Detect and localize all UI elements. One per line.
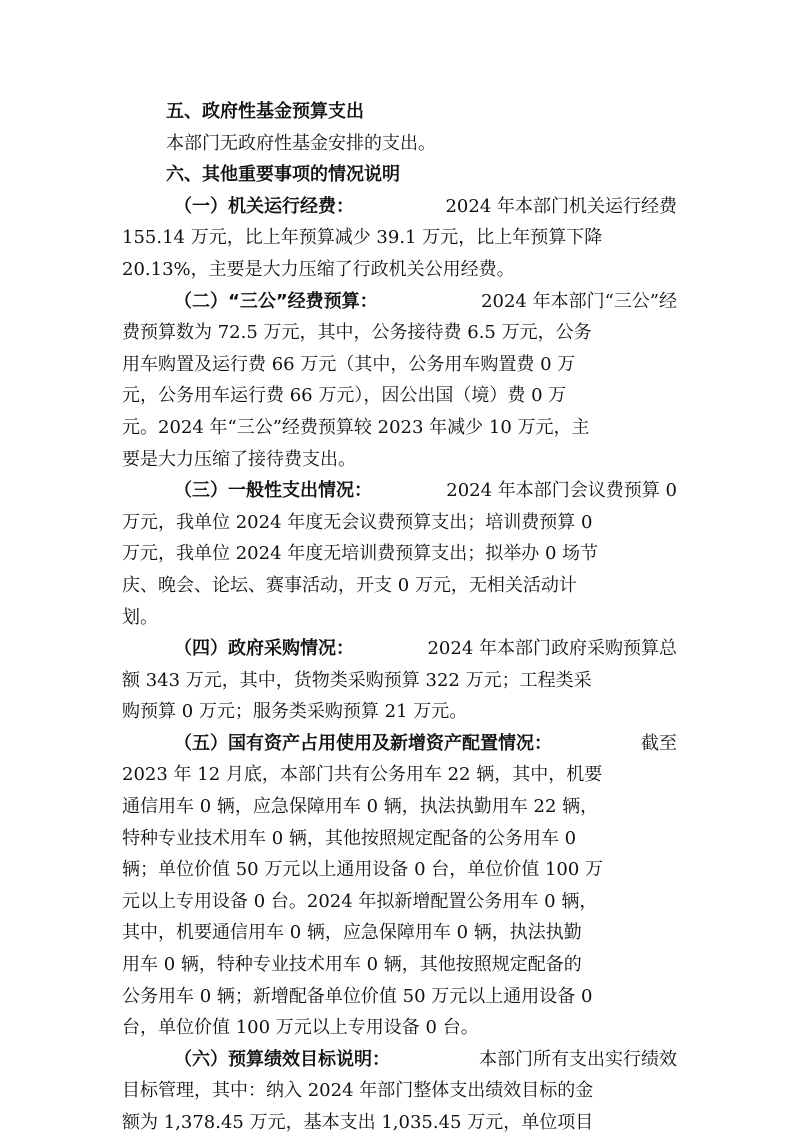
item-3-text: 2024 年本部门会议费预算 0	[446, 480, 677, 502]
item-3-label: （三）一般性支出情况：	[174, 480, 372, 502]
item-2-line-4: 元，公务用车运行费 66 万元），因公出国（境）费 0 万	[122, 385, 567, 407]
item-5-line-7: 其中，机要通信用车 0 辆，应急保障用车 0 辆，执法执勤	[122, 922, 582, 944]
item-5-label: （五）国有资产占用使用及新增资产配置情况：	[174, 732, 552, 754]
item-4-first-line	[122, 633, 677, 665]
section-heading-6: 六、其他重要事项的情况说明	[166, 164, 400, 186]
item-2-line-2: 费预算数为 72.5 万元，其中，公务接待费 6.5 万元，公务	[122, 322, 592, 344]
item-6-label: （六）预算绩效目标说明：	[174, 1048, 390, 1070]
item-2-line-6: 要是大力压缩了接待费支出。	[122, 448, 356, 470]
item-5-first-line	[122, 728, 677, 760]
document-body	[122, 96, 677, 1139]
item-5-line-4: 特种专业技术用车 0 辆，其他按照规定配备的公务用车 0	[122, 827, 577, 849]
item-3-first-line	[122, 475, 677, 507]
item-3-line-5: 划。	[122, 606, 158, 628]
item-4-line-2: 额 343 万元，其中，货物类采购预算 322 万元；工程类采	[122, 669, 592, 691]
section-heading-5: 五、政府性基金预算支出	[166, 101, 364, 122]
item-2-text: 2024 年本部门“三公”经	[481, 290, 677, 312]
item-6-line-3: 额为 1,378.45 万元，基本支出 1,035.45 万元，单位项目	[122, 1112, 594, 1133]
item-3-line-2: 万元，我单位 2024 年度无会议费预算支出；培训费预算 0	[122, 511, 593, 533]
item-6-text: 本部门所有支出实行绩效	[479, 1048, 677, 1070]
item-1-label: （一）机关运行经费：	[174, 195, 354, 217]
item-5-line-9: 公务用车 0 辆；新增配备单位价值 50 万元以上通用设备 0	[122, 985, 593, 1007]
item-1-first-line	[122, 191, 677, 223]
item-6-first-line	[122, 1044, 677, 1076]
item-5-line-6: 元以上专用设备 0 台。2024 年拟新增配置公务用车 0 辆，	[122, 890, 598, 912]
item-2-first-line	[122, 286, 677, 318]
item-1-line-2: 155.14 万元，比上年预算减少 39.1 万元，比上年预算下降	[122, 227, 603, 249]
item-4-line-3: 购预算 0 万元；服务类采购预算 21 万元。	[122, 701, 468, 723]
item-5-text: 截至	[641, 732, 677, 754]
item-5-line-8: 用车 0 辆，特种专业技术用车 0 辆，其他按照规定配备的	[122, 954, 582, 976]
item-3-line-3: 万元，我单位 2024 年度无培训费预算支出；拟举办 0 场节	[122, 543, 599, 565]
item-5-line-3: 通信用车 0 辆，应急保障用车 0 辆，执法执勤用车 22 辆，	[122, 796, 599, 818]
item-6-line-2: 目标管理，其中：纳入 2024 年部门整体支出绩效目标的金	[122, 1080, 594, 1102]
item-4-text: 2024 年本部门政府采购预算总	[427, 638, 677, 660]
item-3-line-4: 庆、晚会、论坛、赛事活动，开支 0 万元，无相关活动计	[122, 574, 577, 596]
item-5-line-2: 2023 年 12 月底，本部门共有公务用车 22 辆，其中，机要	[122, 764, 603, 786]
item-5-line-5: 辆；单位价值 50 万元以上通用设备 0 台，单位价值 100 万	[122, 859, 604, 881]
item-2-line-5: 元。2024 年“三公”经费预算较 2023 年减少 10 万元，主	[122, 416, 590, 438]
item-1-line-3: 20.13%，主要是大力压缩了行政机关公用经费。	[122, 258, 515, 280]
item-1-text: 2024 年本部门机关运行经费	[445, 195, 677, 217]
item-2-label: （二）“三公”经费预算：	[174, 290, 378, 312]
item-4-label: （四）政府采购情况：	[174, 638, 354, 660]
paragraph-fund-budget: 本部门无政府性基金安排的支出。	[166, 132, 436, 154]
item-5-line-10: 台，单位价值 100 万元以上专用设备 0 台。	[122, 1017, 479, 1039]
item-2-line-3: 用车购置及运行费 66 万元（其中，公务用车购置费 0 万	[122, 353, 576, 375]
